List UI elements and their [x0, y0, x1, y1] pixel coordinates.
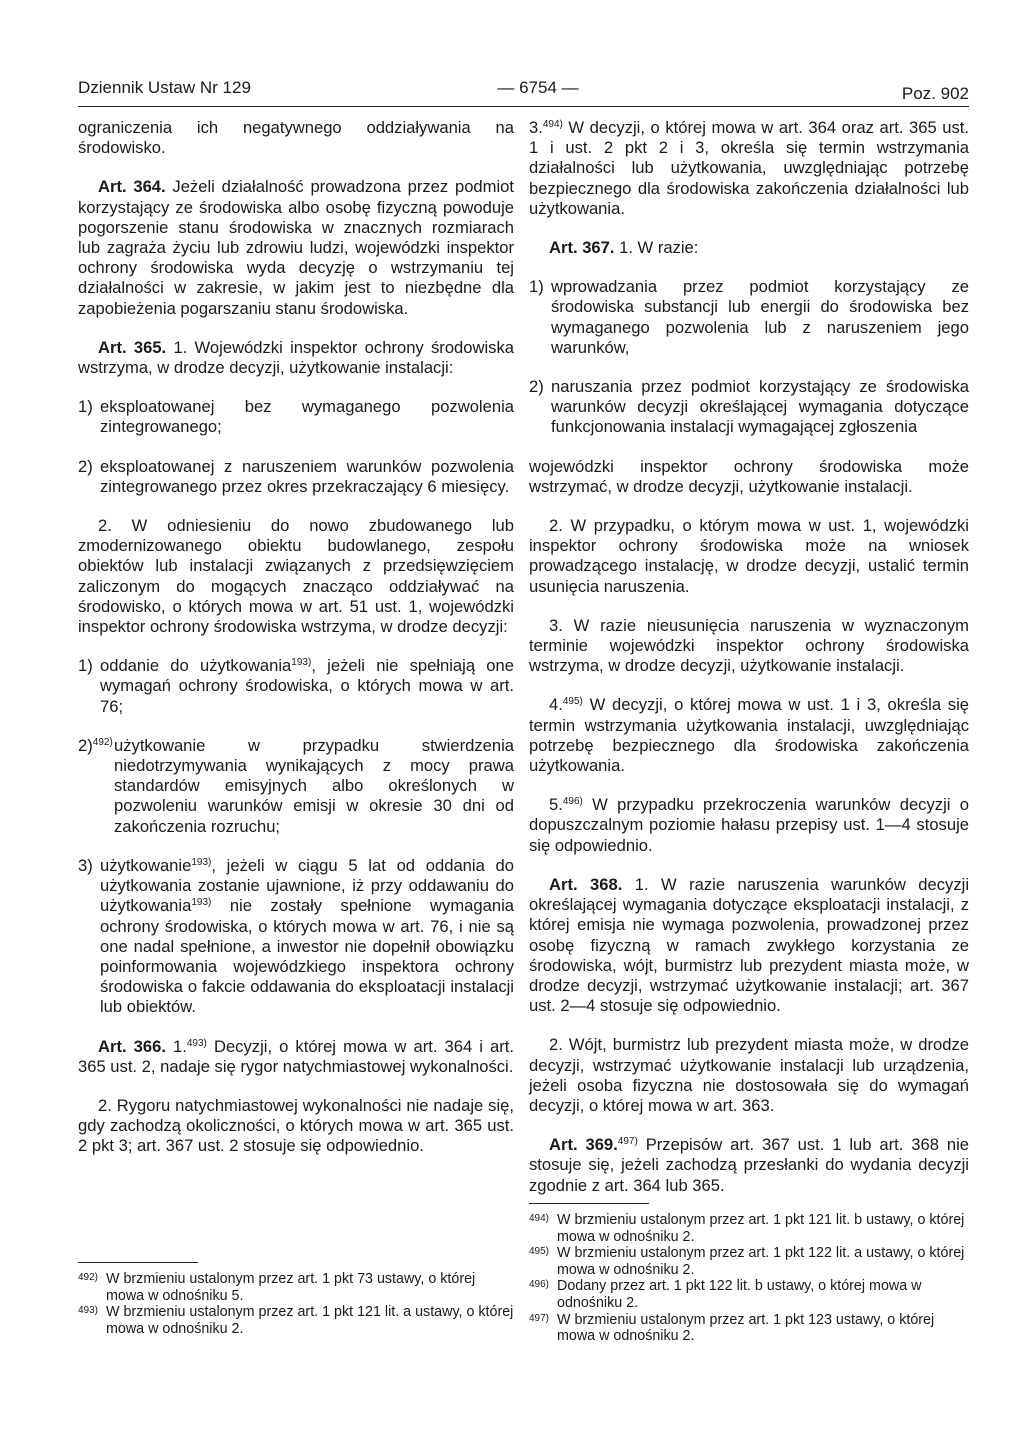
- item-number: 2): [529, 377, 544, 397]
- footnote-number: 496): [529, 1279, 550, 1291]
- footnote-number: 495): [529, 1246, 550, 1258]
- footnote-text: W brzmieniu ustalonym przez art. 1 pkt 123 ustawy, o której mowa w odnośniku 2.: [557, 1311, 935, 1345]
- footnote-number: 497): [529, 1312, 550, 1324]
- paragraph: ograniczenia ich negatywnego oddziaływania na środowisko.: [78, 118, 514, 158]
- paragraph: 2. W przypadku, o którym mowa w ust. 1, wojewódzki inspektor ochrony środowiska może na wniosek prowadzącego instalację, w drodze decyzji, ustalić termin usunięcia naruszenia.: [529, 516, 969, 596]
- item-text: eksploatowanej z naruszeniem warunków pozwolenia zintegrowanego przez okres przekraczający 6 miesięcy.: [100, 456, 514, 496]
- footnote-ref: 193): [291, 657, 312, 669]
- text-part: W decyzji, o której mowa w art. 364 oraz art. 365 ust. 1 i ust. 2 pkt 2 i 3, określa się termin wstrzymania działalności lub użytkowania, uwzględniając potrzebę bezpiecznego dla środowiska zakończenia działalności lub użytkowania.: [529, 118, 969, 218]
- item-number: 1): [529, 277, 544, 297]
- list-item: [529, 277, 969, 358]
- article-364: [78, 177, 514, 318]
- page-number: — 6754 —: [497, 78, 579, 97]
- footnote-divider: [78, 1262, 198, 1263]
- footnote-number: 494): [529, 1213, 550, 1224]
- text-part: 3.: [529, 118, 543, 137]
- footnote-number: 492): [78, 1272, 99, 1283]
- article-heading: Art. 365.: [98, 337, 167, 357]
- footnote-ref: 193): [191, 897, 212, 909]
- footnote-ref: 193): [191, 856, 212, 868]
- paragraph: 2. Rygoru natychmiastowej wykonalności nie nadaje się, gdy zachodzą okoliczności, o których mowa w art. 365 ust. 2 pkt 3; art. 367 ust. 2 stosuje się odpowiednio.: [78, 1095, 514, 1156]
- footnote: [529, 1278, 969, 1311]
- article-367: [529, 238, 969, 258]
- footnote-ref: 496): [562, 796, 583, 808]
- footnotes-right: [529, 1193, 969, 1345]
- footnote-text: W brzmieniu ustalonym przez art. 1 pkt 73 ustawy, o której mowa w odnośniku 5.: [106, 1271, 476, 1304]
- item-text: naruszania przez podmiot korzystający ze środowiska warunków decyzji określającej wymagania dotyczące funkcjonowania instalacji wymagającej zgłoszenia: [551, 377, 969, 437]
- paragraph: [529, 795, 969, 856]
- position-number: Poz. 902: [901, 84, 969, 103]
- text-part: 1.: [165, 1036, 187, 1056]
- item-text: [100, 856, 514, 1018]
- article-heading: Art. 369.: [549, 1135, 618, 1155]
- article-text: Jeżeli działalność prowadzona przez podmiot korzystający ze środowiska albo osobę fizyczną powoduje pogorszenie stanu środowiska w znacznych rozmiarach lub zagraża życiu lub zdrowiu ludzi, wojewódzki inspektor ochrony środowiska wyda decyzję o wstrzymaniu tej działalności w zakresie, w jakim jest to niezbędne dla zapobieżenia pogarszaniu stanu środowiska.: [78, 177, 514, 318]
- list-item: [78, 457, 514, 497]
- footnote-ref: 495): [562, 696, 583, 708]
- text-part: 5.: [549, 795, 563, 815]
- article-heading: Art. 368.: [549, 874, 623, 894]
- item-text: [100, 656, 514, 717]
- article-heading: Art. 367.: [549, 238, 615, 258]
- text-part: , jeżeli w ciągu 5 lat od oddania do użytkowania zostanie ujawnione, iż przy oddawaniu do użytkowania: [100, 855, 514, 916]
- list-item: [78, 397, 514, 437]
- article-text: Przepisów art. 367 ust. 1 lub art. 368 nie stosuje się, jeżeli zachodzą przesłanki do wydania decyzji zgodnie z art. 364 lub 365.: [529, 1135, 970, 1195]
- right-column: [529, 118, 969, 1215]
- footnote: [529, 1312, 969, 1345]
- page-header: [78, 78, 969, 107]
- article-text: 1. W razie naruszenia warunków decyzji określającej wymagania dotyczące eksploatacji instalacji, z której emisja nie wymaga pozwolenia, prowadzonej przez osobę fizyczną w ramach zwykłego korzystania ze środowiska, wójt, burmistrz lub prezydent miasta może, w drodze decyzji, wstrzymać użytkowanie instalacji; art. 367 ust. 2—4 stosuje się odpowiednio.: [529, 874, 970, 1016]
- footnote: [78, 1304, 514, 1337]
- footnote-text: W brzmieniu ustalonym przez art. 1 pkt 122 lit. a ustawy, o której mowa w odnośniku 2.: [557, 1245, 965, 1278]
- paragraph: 2. Wójt, burmistrz lub prezydent miasta może, w drodze decyzji, wstrzymać użytkowanie instalacji lub urządzenia, jeżeli osoba fizyczna nie dostosowała się do wymagań decyzji, o której mowa w art. 363.: [529, 1035, 969, 1115]
- footnote-text: W brzmieniu ustalonym przez art. 1 pkt 121 lit. b ustawy, o której mowa w odnośniku 2.: [557, 1212, 965, 1245]
- list-item: [529, 377, 969, 438]
- item-number: 1): [78, 397, 93, 417]
- footnote-divider: [529, 1203, 649, 1204]
- item-number: 1): [78, 656, 93, 676]
- paragraph: 2. W odniesieniu do nowo zbudowanego lub zmodernizowanego obiektu budowlanego, zespołu obiektów lub instalacji związanych z przedsięwzięciem zaliczonym do mogących znacząco oddziaływać na środowisko, o których mowa w art. 51 ust. 1, wojewódzki inspektor ochrony środowiska wstrzyma, w drodze decyzji:: [78, 516, 514, 637]
- footnote-ref: 493): [186, 1037, 207, 1049]
- footnotes-left: [78, 1252, 514, 1337]
- item-text: użytkowanie w przypadku stwierdzenia niedotrzymywania wynikających z mocy prawa standardów emisyjnych albo określonych w pozwoleniu warunków emisji w okresie 30 dni od zakończenia rozruchu;: [114, 735, 514, 836]
- item-number: 3): [78, 855, 93, 875]
- article-366: [78, 1037, 514, 1077]
- article-heading: Art. 366.: [98, 1036, 166, 1056]
- footnote-text: Dodany przez art. 1 pkt 122 lit. b ustawy, o której mowa w odnośniku 2.: [557, 1278, 922, 1311]
- article-text: 1. Wojewódzki inspektor ochrony środowiska wstrzyma, w drodze decyzji, użytkowanie instalacji:: [78, 337, 514, 378]
- footnote-number: 493): [78, 1305, 99, 1317]
- item-text: eksploatowanej bez wymaganego pozwolenia zintegrowanego;: [100, 397, 514, 437]
- list-item: [78, 736, 514, 837]
- journal-title: Dziennik Ustaw Nr 129: [78, 78, 251, 97]
- article-365: [78, 338, 514, 378]
- footnote: [529, 1245, 969, 1278]
- paragraph: [529, 118, 969, 219]
- text-part: 4.: [549, 695, 563, 715]
- footnote: [78, 1271, 514, 1304]
- footnote-ref: 492): [92, 736, 113, 748]
- article-368: [529, 875, 969, 1016]
- footnote-text: W brzmieniu ustalonym przez art. 1 pkt 121 lit. a ustawy, o której mowa w odnośniku 2.: [106, 1304, 514, 1337]
- item-number-text: 2): [78, 735, 93, 755]
- article-369: [529, 1135, 969, 1196]
- footnote-ref: 494): [542, 119, 563, 130]
- text-part: użytkowanie: [100, 855, 192, 875]
- text-part: W przypadku przekroczenia warunków decyzji o dopuszczalnym poziomie hałasu przepisy ust. 1—4 stosuje się odpowiednio.: [529, 795, 969, 855]
- list-item: [78, 856, 514, 1018]
- text-part: oddanie do użytkowania: [100, 656, 292, 676]
- paragraph: wojewódzki inspektor ochrony środowiska może wstrzymać, w drodze decyzji, użytkowanie instalacji.: [529, 456, 969, 496]
- item-number: 2): [78, 456, 93, 476]
- article-text: Decyzji, o której mowa w art. 364 i art. 365 ust. 2, nadaje się rygor natychmiastowej wykonalności.: [78, 1036, 514, 1076]
- text-part: , jeżeli nie spełniają one wymagań ochrony środowiska, o których mowa w art. 76;: [100, 656, 514, 716]
- list-item: [78, 656, 514, 717]
- footnote-ref: 497): [617, 1136, 638, 1148]
- article-text: 1. W razie:: [614, 238, 699, 258]
- item-text: wprowadzania przez podmiot korzystający ze środowiska substancji lub energii do środowiska bez wymaganego pozwolenia lub z naruszeniem jego warunków,: [551, 277, 969, 357]
- paragraph: [529, 695, 969, 776]
- item-number: [78, 735, 113, 837]
- article-heading: Art. 364.: [98, 177, 166, 197]
- left-column: [78, 118, 514, 1176]
- text-part: nie zostały spełnione wymagania ochrony środowiska, o których mowa w art. 76, i nie są one nadal spełnione, a inwestor nie dopełnił obowiązku poinformowania wojewódzkiego inspektora ochrony środowiska o fakcie oddawania do eksploatacji instalacji lub obiektów.: [100, 896, 514, 1017]
- paragraph: 3. W razie nieusunięcia naruszenia w wyznaczonym terminie wojewódzki inspektor ochrony środowiska wstrzyma, w drodze decyzji, użytkowanie instalacji.: [529, 615, 969, 676]
- text-part: W decyzji, o której mowa w ust. 1 i 3, określa się termin wstrzymania użytkowania instalacji, uwzględniając potrzebę bezpiecznego dla środowiska zakończenia użytkowania.: [529, 695, 969, 776]
- footnote: [529, 1212, 969, 1245]
